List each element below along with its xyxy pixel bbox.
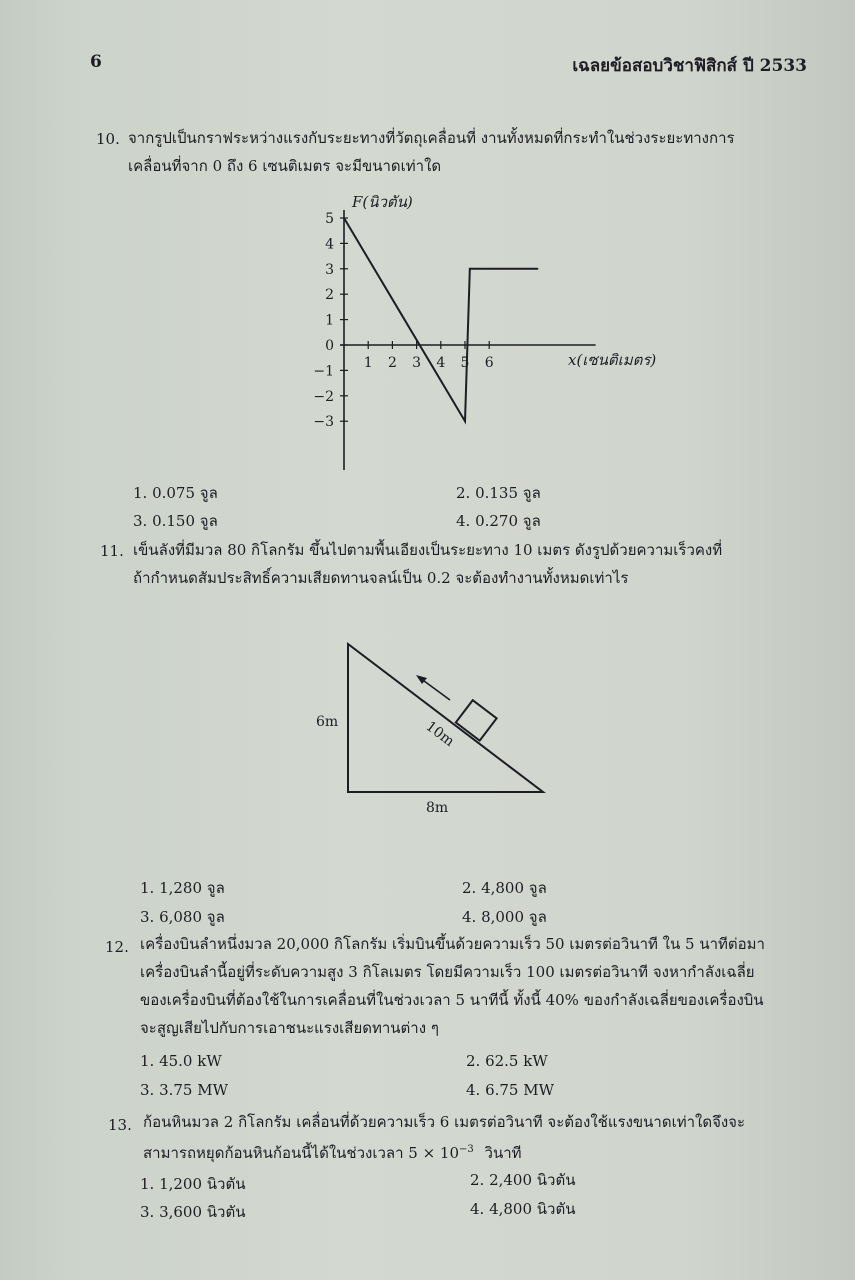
slope-label: 10m xyxy=(422,718,458,750)
inclined-plane-figure xyxy=(300,630,570,830)
question-10-choice-1[interactable]: 1. 0.075 จูล xyxy=(133,484,218,502)
question-13-exponent: −3 xyxy=(459,1144,474,1155)
question-12-line-4: จะสูญเสียไปกับการเอาชนะแรงเสียดทานต่าง ๆ xyxy=(140,1019,439,1037)
y-tick-label: −3 xyxy=(313,414,334,431)
force-data-point xyxy=(343,217,345,219)
x-tick-label: 4 xyxy=(436,355,446,371)
y-tick-label: 3 xyxy=(325,261,334,278)
question-11-choice-4[interactable]: 4. 8,000 จูล xyxy=(462,908,547,926)
x-tick-label: 3 xyxy=(412,355,422,371)
question-11-text xyxy=(133,536,722,592)
question-12-choice-2[interactable]: 2. 62.5 kW xyxy=(466,1052,548,1070)
question-13-line-1: ก้อนหินมวล 2 กิโลกรัม เคลื่อนที่ด้วยความเร็ว 6 เมตรต่อวินาที จะต้องใช้แรงขนาดเท่าใดจึงจะ xyxy=(143,1113,746,1131)
x-tick-label: 1 xyxy=(363,355,373,371)
question-10-choice-3[interactable]: 3. 0.150 จูล xyxy=(133,512,218,530)
question-13-choice-3[interactable]: 3. 3,600 นิวตัน xyxy=(140,1203,246,1221)
question-12-number: 12. xyxy=(105,938,129,956)
question-11-line-1: เข็นลังที่มีมวล 80 กิโลกรัม ขึ้นไปตามพื้นเอียงเป็นระยะทาง 10 เมตร ดังรูปด้วยความเร็วคงที่ xyxy=(133,541,723,559)
question-10-text xyxy=(128,124,735,180)
question-11-choice-3[interactable]: 3. 6,080 จูล xyxy=(140,908,225,926)
y-tick-label: −2 xyxy=(313,388,334,405)
question-11-choice-1[interactable]: 1. 1,280 จูล xyxy=(140,879,225,897)
page-number: 6 xyxy=(90,52,102,72)
y-tick-label: −1 xyxy=(313,363,334,380)
force-data-point xyxy=(464,420,466,422)
question-12-choice-4[interactable]: 4. 6.75 MW xyxy=(466,1081,555,1099)
y-tick-label: 0 xyxy=(325,338,334,354)
y-tick-label: 2 xyxy=(325,287,334,304)
question-12-choice-1[interactable]: 1. 45.0 kW xyxy=(140,1052,222,1070)
x-axis-label: x(เซนติเมตร) xyxy=(568,351,657,369)
question-13-choice-4[interactable]: 4. 4,800 นิวตัน xyxy=(470,1200,576,1218)
box-group xyxy=(456,700,497,740)
question-12-line-2: เครื่องบินลำนี้อยู่ที่ระดับความสูง 3 กิโลเมตร โดยมีความเร็ว 100 เมตรต่อวินาที จงหากำลังเฉลี่ย xyxy=(140,963,755,981)
graph-series xyxy=(343,217,538,422)
force-data-point xyxy=(469,268,471,270)
running-title: เฉลยข้อสอบวิชาฟิสิกส์ ปี 2533 xyxy=(572,56,807,76)
question-10-number: 10. xyxy=(96,130,120,148)
question-13-text xyxy=(143,1108,745,1167)
force-distance-graph xyxy=(290,185,690,475)
y-tick-label: 4 xyxy=(325,236,334,253)
question-12-text xyxy=(140,930,765,1042)
question-13-unit: วินาที xyxy=(484,1144,522,1162)
question-12-choice-3[interactable]: 3. 3.75 MW xyxy=(140,1081,229,1099)
x-tick-label: 2 xyxy=(387,355,397,371)
question-10-choice-2[interactable]: 2. 0.135 จูล xyxy=(456,484,541,502)
question-11-choice-2[interactable]: 2. 4,800 จูล xyxy=(462,879,547,897)
base-label: 8m xyxy=(426,800,449,816)
force-series-line-0 xyxy=(344,218,538,421)
question-10-choice-4[interactable]: 4. 0.270 จูล xyxy=(456,512,541,530)
question-13-line-2 xyxy=(143,1136,745,1167)
question-11-number: 11. xyxy=(100,542,124,560)
question-10-line-1: จากรูปเป็นกราฟระหว่างแรงกับระยะทางที่วัตถุเคลื่อนที่ งานทั้งหมดที่กระทำในช่วงระยะทางการ xyxy=(128,129,735,147)
question-10-line-2: เคลื่อนที่จาก 0 ถึง 6 เซนติเมตร จะมีขนาดเท่าใด xyxy=(128,157,442,175)
force-data-point xyxy=(537,268,539,270)
question-13-number: 13. xyxy=(108,1116,132,1134)
y-tick-label: 5 xyxy=(325,211,334,227)
question-13-choice-2[interactable]: 2. 2,400 นิวตัน xyxy=(470,1171,576,1189)
incline-triangle xyxy=(348,644,543,792)
question-12-line-1: เครื่องบินลำหนึ่งมวล 20,000 กิโลกรัม เริ่มบินขึ้นด้วยความเร็ว 50 เมตรต่อวินาที ใน 5 นาทีต่อมา xyxy=(140,935,765,953)
question-13-line-2-main: สามารถหยุดก้อนหินก้อนนี้ได้ในช่วงเวลา 5 × 10 xyxy=(143,1144,459,1162)
x-tick-label: 5 xyxy=(460,355,470,371)
height-label: 6m xyxy=(316,714,339,730)
question-12-line-3: ของเครื่องบินที่ต้องใช้ในการเคลื่อนที่ในช่วงเวลา 5 นาทีนี้ ทั้งนี้ 40% ของกำลังเฉลี่ยของเครื่องบิน xyxy=(140,991,764,1009)
question-13-choice-1[interactable]: 1. 1,200 นิวตัน xyxy=(140,1175,246,1193)
y-tick-label: 1 xyxy=(325,312,334,329)
push-direction-arrow xyxy=(420,678,450,700)
y-axis-label: F(นิวตัน) xyxy=(352,193,413,211)
question-11-line-2: ถ้ากำหนดสัมประสิทธิ์ความเสียดทานจลน์เป็น 0.2 จะต้องทำงานทั้งหมดเท่าไร xyxy=(133,569,629,587)
x-tick-label: 6 xyxy=(484,355,494,371)
page-header xyxy=(0,52,855,82)
crate-box xyxy=(456,700,497,740)
